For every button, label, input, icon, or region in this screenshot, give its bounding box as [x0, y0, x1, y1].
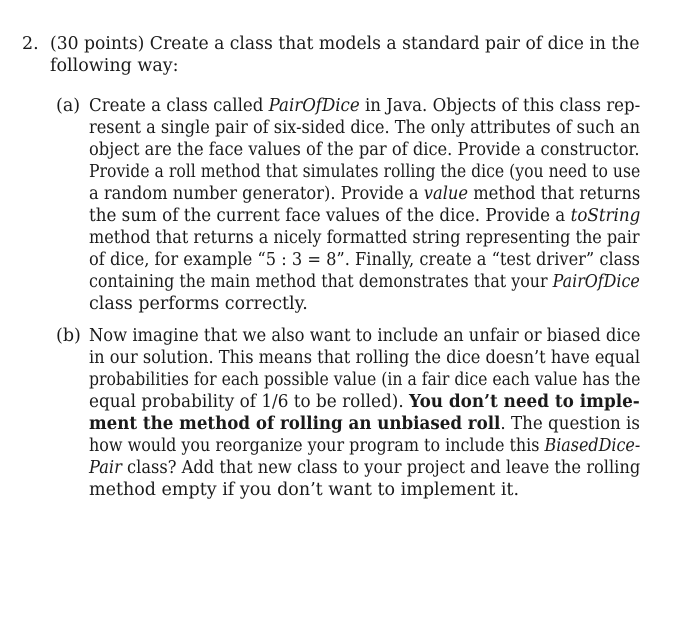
part-b-line-4-text: equal probability of 1/6 to be rolled).: [89, 392, 410, 412]
part-b-line-7: [89, 457, 640, 479]
part-a-line-5-rest: method that returns: [468, 184, 641, 204]
part-a-line-1: [89, 95, 640, 117]
part-a-line-9: [89, 271, 640, 293]
part-a-line-5: [89, 183, 640, 205]
problem-header-line-2: following way:: [50, 56, 179, 76]
part-a-line-1-text: Create a class called: [89, 96, 269, 116]
part-b-line-2: in our solution. This means that rolling the dice doesn’t have equal: [89, 348, 641, 368]
class-name-pairofdice-2: PairOfDice: [552, 272, 640, 292]
part-a-line-8: of dice, for example “5 : 3 = 8”. Finally, create a “test driver” class: [89, 250, 641, 270]
part-b-line-4: [89, 391, 640, 413]
part-a-line-6: [89, 205, 640, 227]
part-b-line-3: probabilities for each possible value (in a fair dice each value has the: [89, 370, 641, 390]
part-b-line-6: [89, 435, 640, 457]
part-a-line-6-text: the sum of the current face values of the dice. Provide a: [89, 206, 571, 226]
part-a-line-7: method that returns a nicely formatted string representing the pair: [89, 228, 640, 248]
part-a-line-3: object are the face values of the par of dice. Provide a constructor.: [89, 140, 640, 160]
class-name-biaseddicepair-2: Pair: [89, 458, 122, 478]
part-b-line-1: Now imagine that we also want to include an unfair or biased dice: [89, 326, 641, 346]
method-name-value: value: [423, 184, 469, 204]
method-name-tostring: toString: [570, 206, 641, 226]
part-a-line-5-text: a random number generator). Provide a: [89, 184, 424, 204]
emphasis-method-rolling: ment the method of rolling an unbiased roll: [89, 414, 501, 434]
part-b-line-6-text: how would you reorganize your program to include this: [89, 436, 545, 456]
part-a-line-4: Provide a roll method that simulates rolling the dice (you need to use: [89, 162, 641, 182]
part-a-line-1-rest: in Java. Objects of this class rep-: [359, 96, 641, 116]
part-a-line-9-text: containing the main method that demonstrates that your: [89, 272, 553, 292]
part-b-line-5-rest: . The question is: [500, 414, 640, 434]
part-a-line-2: resent a single pair of six-sided dice. The only attributes of such an: [89, 118, 640, 138]
part-b-line-5: [89, 413, 640, 435]
class-name-biaseddicepair: BiasedDice-: [544, 436, 641, 456]
emphasis-no-need-implement: You don’t need to imple-: [409, 392, 640, 412]
problem-number: 2.: [22, 34, 39, 54]
part-b-line-8: method empty if you don’t want to implement it.: [89, 480, 520, 500]
problem-header-line-1: (30 points) Create a class that models a standard pair of dice in the: [50, 34, 640, 54]
part-b-label: (b): [56, 326, 81, 346]
class-name-pairofdice: PairOfDice: [268, 96, 360, 116]
part-b-line-7-rest: class? Add that new class to your project and leave the rolling: [121, 458, 641, 478]
part-a-label: (a): [56, 96, 81, 116]
part-a-line-10: class performs correctly.: [89, 294, 308, 314]
